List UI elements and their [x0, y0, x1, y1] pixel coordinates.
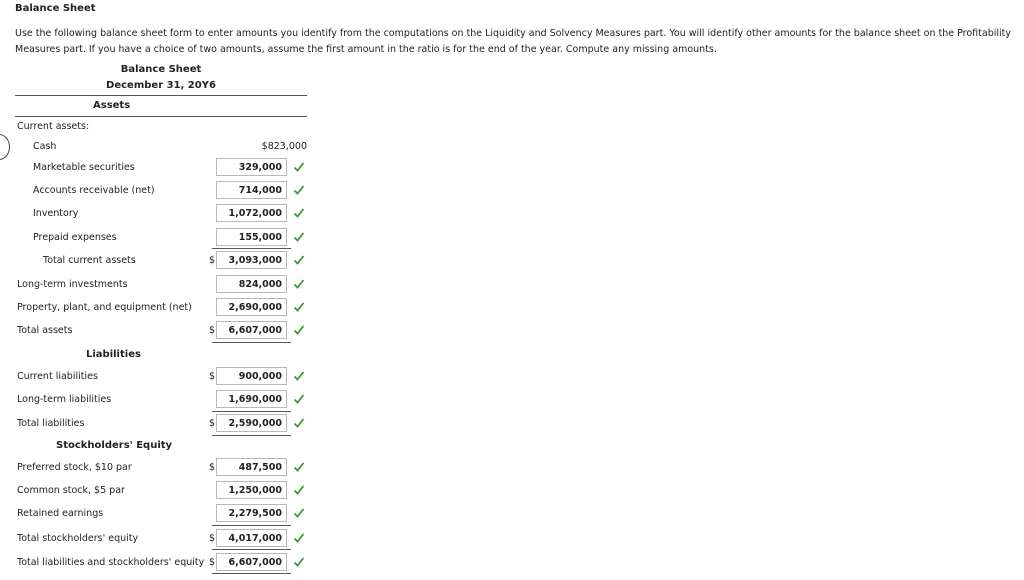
long-term-investments-input[interactable] [216, 275, 287, 293]
current-liabilities-input[interactable] [216, 367, 287, 385]
total-assets-input[interactable] [216, 321, 287, 339]
long-term-liabilities-input[interactable] [216, 390, 287, 408]
total-liabilities-dollar-sign: $ [209, 418, 216, 429]
long-term-investments-label: Long-term investments [17, 279, 128, 290]
checkmark-icon [293, 370, 305, 382]
checkmark-icon [293, 556, 305, 568]
instructions-text: Use the following balance sheet form to enter amounts you identify from the computations on the Liquidity and Solvency Measures part. You will identify other amounts for the balance sheet on the Profitability Measures part. If you have a choice of two amounts, assume the first amount in the ratio is for the end of the year. Compute any missing amounts. [15, 28, 1011, 55]
checkmark-icon [293, 254, 305, 266]
equity-subtotal-rule [212, 525, 291, 526]
checkmark-icon [293, 461, 305, 473]
sheet-title: Balance Sheet [120, 64, 202, 75]
assets-rule [15, 116, 307, 117]
checkmark-icon [293, 278, 305, 290]
checkmark-icon [293, 231, 305, 243]
total-current-assets-label: Total current assets [43, 255, 136, 266]
equity-total-rule [212, 549, 291, 550]
checkmark-icon [293, 417, 305, 429]
assets-heading: Assets [93, 100, 131, 111]
accounts-receivable-net-input[interactable] [216, 181, 287, 199]
total-stockholders-equity-input[interactable] [216, 529, 287, 547]
preferred-stock-10-par-input[interactable] [216, 458, 287, 476]
current-liabilities-dollar-sign: $ [209, 371, 216, 382]
accounts-receivable-net-label: Accounts receivable (net) [33, 185, 155, 196]
total-stockholders-equity-label: Total stockholders' equity [17, 533, 139, 544]
cash-label: Cash [33, 141, 57, 152]
page-title: Balance Sheet [15, 3, 96, 14]
inventory-input[interactable] [216, 204, 287, 222]
subtotal-rule [212, 248, 291, 249]
total-current-assets-dollar-sign: $ [209, 255, 216, 266]
total-liabilities-and-stockholders-equity-input[interactable] [216, 553, 287, 571]
total-liabilities-label: Total liabilities [17, 418, 85, 429]
prepaid-expenses-input[interactable] [216, 228, 287, 246]
total-liabilities-and-stockholders-equity-label: Total liabilities and stockholders' equity [17, 557, 205, 568]
inventory-label: Inventory [33, 208, 79, 219]
liabilities-heading: Liabilities [86, 349, 141, 360]
checkmark-icon [293, 532, 305, 544]
common-stock-5-par-label: Common stock, $5 par [17, 485, 125, 496]
prepaid-expenses-label: Prepaid expenses [33, 232, 117, 243]
checkmark-icon [293, 207, 305, 219]
checkmark-icon [293, 301, 305, 313]
long-term-liabilities-label: Long-term liabilities [17, 394, 112, 405]
current-liabilities-label: Current liabilities [17, 371, 98, 382]
total-assets-dollar-sign: $ [209, 325, 216, 336]
checkmark-icon [293, 161, 305, 173]
total-liabilities-rule [212, 435, 291, 436]
liabilities-subtotal-rule [212, 411, 291, 412]
retained-earnings-input[interactable] [216, 504, 287, 522]
current-assets-label: Current assets: [17, 121, 90, 132]
cash-value: $823,000 [261, 141, 307, 152]
total-liabilities-input[interactable] [216, 414, 287, 432]
marketable-securities-label: Marketable securities [33, 162, 135, 173]
checkmark-icon [293, 324, 305, 336]
property-plant-and-equipment-net-label: Property, plant, and equipment (net) [17, 302, 192, 313]
common-stock-5-par-input[interactable] [216, 481, 287, 499]
total-assets-label: Total assets [17, 325, 73, 336]
sheet-date: December 31, 20Y6 [106, 80, 216, 91]
preferred-stock-10-par-label: Preferred stock, $10 par [17, 462, 132, 473]
checkmark-icon [293, 507, 305, 519]
checkmark-icon [293, 184, 305, 196]
grand-total-rule [212, 573, 291, 574]
header-rule [15, 95, 307, 96]
marketable-securities-input[interactable] [216, 158, 287, 176]
checkmark-icon [293, 393, 305, 405]
total-liabilities-and-stockholders-equity-dollar-sign: $ [209, 557, 216, 568]
total-assets-rule [212, 342, 291, 343]
preferred-stock-10-par-dollar-sign: $ [209, 462, 216, 473]
property-plant-and-equipment-net-input[interactable] [216, 298, 287, 316]
equity-heading: Stockholders' Equity [56, 440, 173, 451]
retained-earnings-label: Retained earnings [17, 508, 104, 519]
total-stockholders-equity-dollar-sign: $ [209, 533, 216, 544]
scroll-handle[interactable] [0, 134, 10, 160]
checkmark-icon [293, 484, 305, 496]
total-current-assets-input[interactable] [216, 251, 287, 269]
